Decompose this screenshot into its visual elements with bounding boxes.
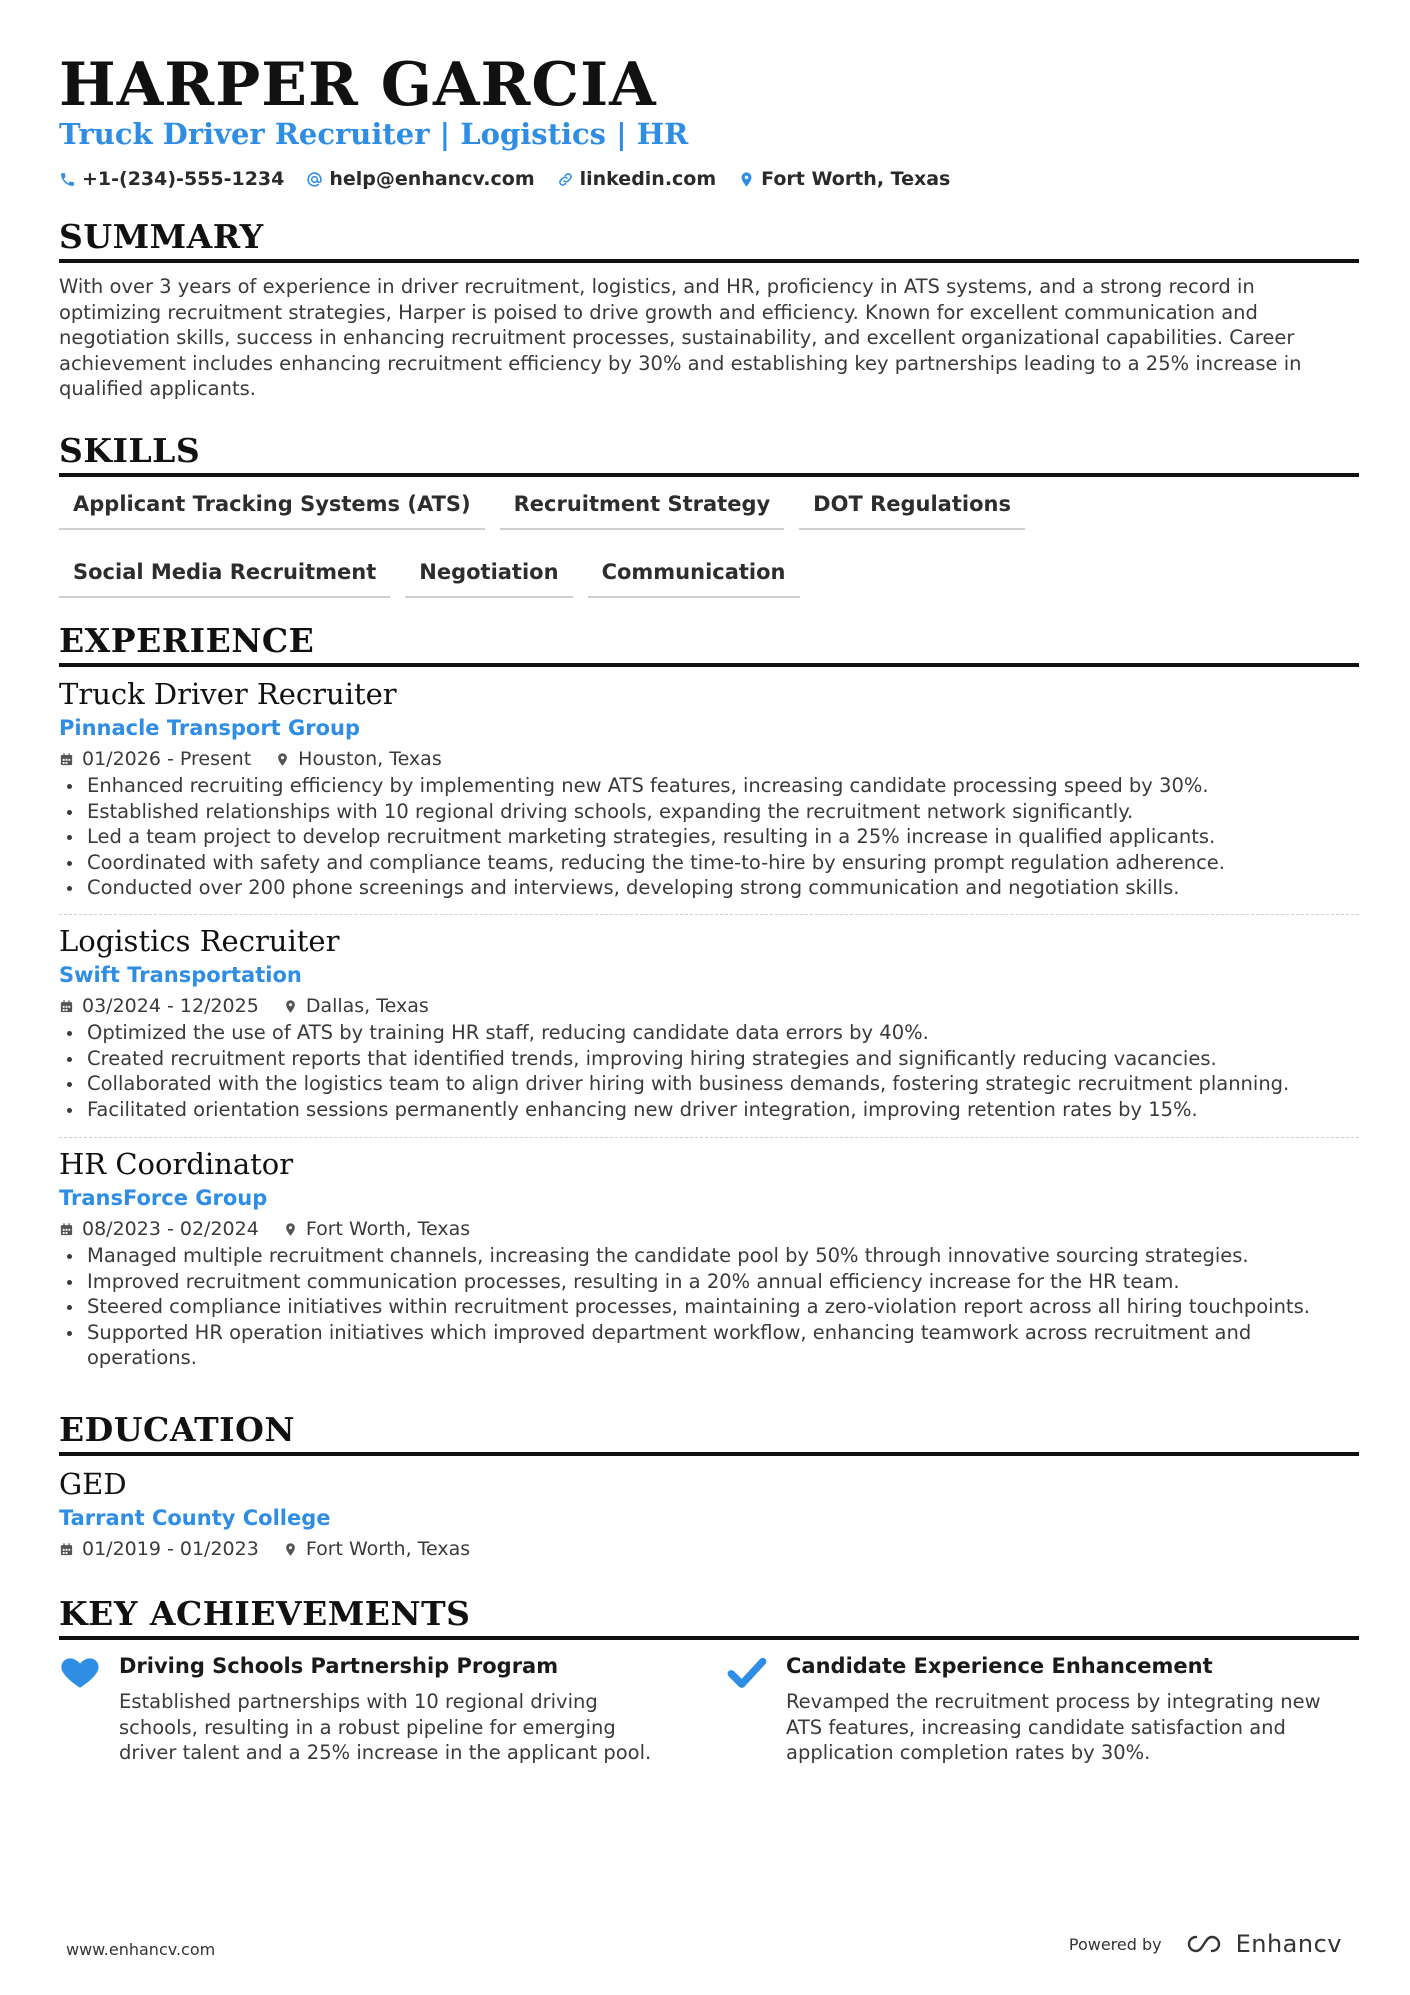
- list-item: Managed multiple recruitment channels, increasing the candidate pool by 50% through innovative sourcing strategies.: [59, 1243, 1359, 1269]
- list-item: Improved recruitment communication processes, resulting in a 20% annual efficiency increase for the HR team.: [59, 1269, 1359, 1295]
- skill-tag: Applicant Tracking Systems (ATS): [59, 483, 485, 530]
- location-pin-icon: [738, 171, 755, 188]
- divider: [59, 914, 1359, 915]
- company-name[interactable]: Pinnacle Transport Group: [59, 716, 361, 740]
- candidate-name: HARPER GARCIA: [59, 50, 657, 120]
- list-item: Optimized the use of ATS by training HR staff, reducing candidate data errors by 40%.: [59, 1020, 1359, 1046]
- achievement-description: Established partnerships with 10 regional driving schools, resulting in a robust pipeline for emerging driver talent and a 25% increase in the applicant pool.: [119, 1690, 652, 1764]
- achievements-heading: KEY ACHIEVEMENTS: [59, 1594, 1359, 1640]
- achievement-title: Candidate Experience Enhancement: [786, 1654, 1213, 1678]
- summary-text: With over 3 years of experience in driver recruitment, logistics, and HR, proficiency in ATS systems, and a strong record in optimizing recruitment strategies, Harper is poised to drive growth and efficiency. Known for excellent communication and negotiation skills, success in enhancing recruitment processes, sustainability, and excellent organizational capabilities. Career achievement includes enhancing recruitment efficiency by 30% and establishing key partnerships leading to a 25% increase in qualified applicants.: [59, 275, 1302, 400]
- contact-email[interactable]: [306, 168, 534, 190]
- experience-item: [59, 1146, 1359, 1371]
- job-bullets: [59, 1243, 1359, 1371]
- calendar-icon: [59, 752, 74, 767]
- calendar-icon: [59, 999, 74, 1014]
- contact-phone[interactable]: [59, 168, 284, 190]
- checkmark-icon: [726, 1651, 768, 1693]
- list-item: Established relationships with 10 regional driving schools, expanding the recruitment network significantly.: [59, 799, 1359, 825]
- location-pin-icon: [283, 1542, 298, 1557]
- list-item: Steered compliance initiatives within recruitment processes, maintaining a zero-violation report across all hiring touchpoints.: [59, 1294, 1359, 1320]
- linkedin-text: linkedin.com: [579, 168, 717, 190]
- footer-website[interactable]: www.enhancv.com: [66, 1940, 216, 1959]
- experience-heading: EXPERIENCE: [59, 621, 1359, 667]
- phone-text: +1-(234)-555-1234: [82, 168, 285, 190]
- school-name[interactable]: Tarrant County College: [59, 1506, 331, 1530]
- calendar-icon: [59, 1542, 74, 1557]
- achievement-title: Driving Schools Partnership Program: [119, 1654, 559, 1678]
- list-item: Conducted over 200 phone screenings and interviews, developing strong communication and negotiation skills.: [59, 875, 1359, 901]
- summary-heading: SUMMARY: [59, 217, 1359, 263]
- link-icon: [557, 171, 574, 188]
- education-dates: 01/2019 - 01/2023: [82, 1538, 259, 1560]
- company-name[interactable]: Swift Transportation: [59, 963, 302, 987]
- at-icon: [306, 171, 323, 188]
- degree: GED: [59, 1467, 127, 1501]
- job-dates: 01/2026 - Present: [82, 748, 252, 770]
- phone-icon: [59, 171, 76, 188]
- job-location: Dallas, Texas: [305, 995, 429, 1017]
- brand-name: Enhancv: [1235, 1930, 1342, 1958]
- powered-by-text: Powered by: [1068, 1934, 1162, 1954]
- job-title: Truck Driver Recruiter: [59, 677, 397, 711]
- location-pin-icon: [283, 999, 298, 1014]
- location-pin-icon: [283, 1222, 298, 1237]
- job-title: Logistics Recruiter: [59, 924, 340, 958]
- calendar-icon: [59, 1222, 74, 1237]
- job-bullets: [59, 1020, 1359, 1122]
- experience-item: [59, 923, 1359, 1122]
- list-item: Led a team project to develop recruitment marketing strategies, resulting in a 25% increase in qualified applicants.: [59, 824, 1359, 850]
- skills-heading: SKILLS: [59, 431, 1359, 477]
- contact-location: [738, 168, 950, 190]
- company-name[interactable]: TransForce Group: [59, 1186, 268, 1210]
- email-text: help@enhancv.com: [329, 168, 535, 190]
- achievement-description: Revamped the recruitment process by integrating new ATS features, increasing candidate satisfaction and application completion rates by 30%.: [786, 1690, 1321, 1764]
- job-meta: [59, 746, 1359, 772]
- education-meta: [59, 1536, 1359, 1562]
- location-text: Fort Worth, Texas: [761, 168, 951, 190]
- list-item: Created recruitment reports that identified trends, improving hiring strategies and significantly reducing vacancies.: [59, 1046, 1359, 1072]
- skill-tag: Social Media Recruitment: [59, 551, 390, 598]
- skill-tag: Negotiation: [405, 551, 572, 598]
- heart-icon: [59, 1651, 101, 1693]
- skill-tag: DOT Regulations: [799, 483, 1025, 530]
- job-title: HR Coordinator: [59, 1147, 294, 1181]
- job-meta: [59, 993, 1359, 1019]
- candidate-title: Truck Driver Recruiter | Logistics | HR: [59, 117, 689, 151]
- job-location: Fort Worth, Texas: [305, 1218, 471, 1240]
- education-heading: EDUCATION: [59, 1410, 1359, 1456]
- skill-tag: Communication: [588, 551, 800, 598]
- education-location: Fort Worth, Texas: [305, 1538, 471, 1560]
- list-item: Facilitated orientation sessions permanently enhancing new driver integration, improving retention rates by 15%.: [59, 1097, 1359, 1123]
- enhancv-logo[interactable]: [1182, 1930, 1342, 1958]
- list-item: Enhanced recruiting efficiency by implementing new ATS features, increasing candidate processing speed by 30%.: [59, 773, 1359, 799]
- skills-list: [59, 483, 1359, 598]
- divider: [59, 1137, 1359, 1138]
- job-dates: 08/2023 - 02/2024: [82, 1218, 259, 1240]
- footer-branding: [1069, 1930, 1342, 1958]
- experience-item: [59, 676, 1359, 901]
- list-item: Collaborated with the logistics team to align driver hiring with business demands, fostering strategic recruitment planning.: [59, 1071, 1359, 1097]
- job-bullets: [59, 773, 1359, 901]
- skill-tag: Recruitment Strategy: [500, 483, 785, 530]
- contact-bar: [59, 168, 950, 190]
- job-dates: 03/2024 - 12/2025: [82, 995, 259, 1017]
- list-item: Supported HR operation initiatives which improved department workflow, enhancing teamwork across recruitment and operations.: [59, 1320, 1359, 1371]
- job-meta: [59, 1216, 1359, 1242]
- list-item: Coordinated with safety and compliance teams, reducing the time-to-hire by ensuring prompt regulation adherence.: [59, 850, 1359, 876]
- job-location: Houston, Texas: [298, 748, 442, 770]
- location-pin-icon: [275, 752, 290, 767]
- education-item: [59, 1466, 1359, 1562]
- contact-linkedin[interactable]: [557, 168, 717, 190]
- enhancv-logo-icon: [1182, 1932, 1226, 1956]
